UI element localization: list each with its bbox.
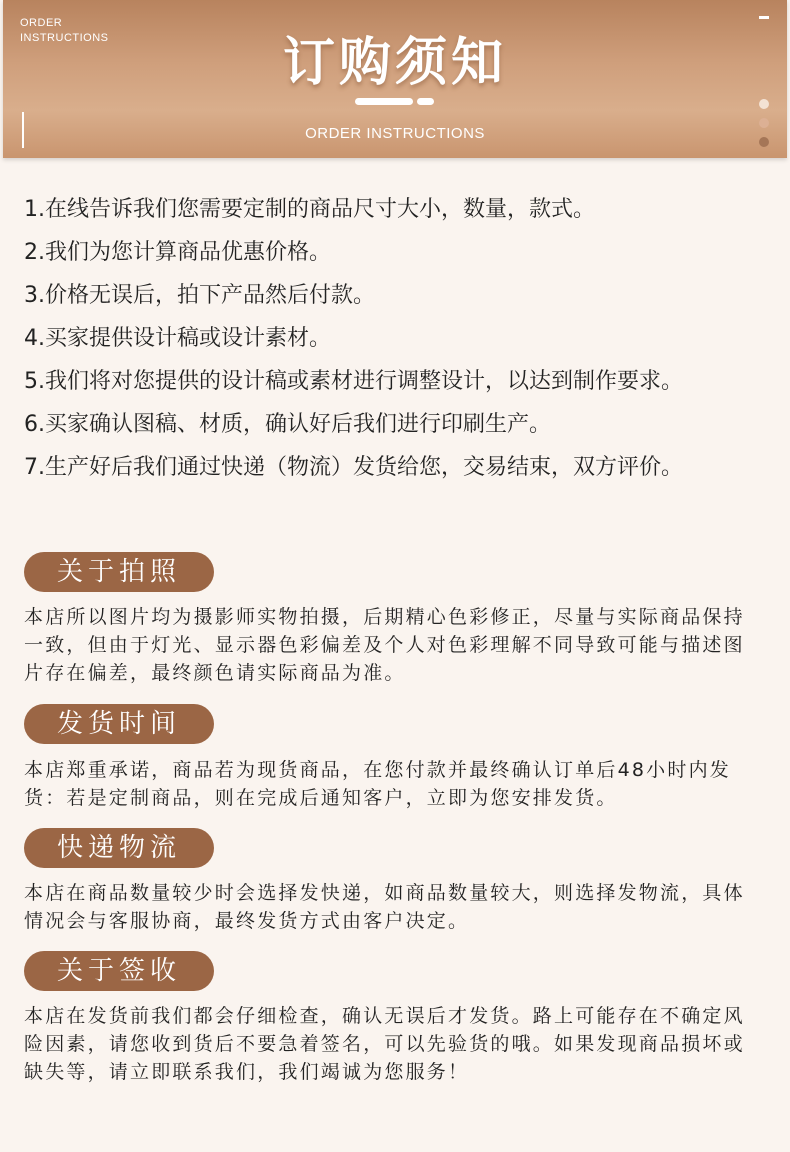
section-text-courier: 本店在商品数量较少时会选择发快递，如商品数量较大，则选择发物流，具体情况会与客服协商，最终发货方式由客户决定。: [24, 882, 745, 932]
section-title-receipt: 关于签收: [24, 951, 214, 991]
section-title-shipping-time: 发货时间: [24, 704, 214, 744]
order-step: 2.我们为您计算商品优惠价格。: [24, 240, 331, 265]
dash-decoration: [759, 16, 769, 19]
order-step: 5.我们将对您提供的设计稿或素材进行调整设计，以达到制作要求。: [24, 369, 683, 394]
section-text-shipping-time: 本店郑重承诺，商品若为现货商品，在您付款并最终确认订单后48小时内发货：若是定制商品，则在完成后通知客户，立即为您安排发货。: [24, 759, 731, 809]
header-banner: [3, 0, 787, 158]
title-underline-long: [355, 98, 413, 105]
order-steps-list: [24, 188, 790, 489]
dot-decoration: [759, 137, 769, 147]
page-subtitle: ORDER INSTRUCTIONS: [305, 125, 485, 142]
dot-decoration: [759, 99, 769, 109]
section-text-photos: 本店所以图片均为摄影师实物拍摄，后期精心色彩修正，尽量与实际商品保持一致，但由于灯光、显示器色彩偏差及个人对色彩理解不同导致可能与描述图片存在偏差，最终颜色请实际商品为准。: [24, 606, 745, 684]
section-title-courier: 快递物流: [24, 828, 214, 868]
corner-label-line1: ORDER: [20, 17, 63, 29]
corner-label-line2: INSTRUCTIONS: [20, 32, 109, 44]
order-step: 1.在线告诉我们您需要定制的商品尺寸大小，数量，款式。: [24, 197, 595, 222]
order-step: 6.买家确认图稿、材质，确认好后我们进行印刷生产。: [24, 412, 551, 437]
section-text-receipt: 本店在发货前我们都会仔细检查，确认无误后才发货。路上可能存在不确定风险因素，请您收到货后不要急着签名，可以先验货的哦。如果发现商品损坏或缺失等，请立即联系我们，我们竭诚为您服务！: [24, 1005, 745, 1083]
order-step: 4.买家提供设计稿或设计素材。: [24, 326, 331, 351]
page-title: 订购须知: [282, 33, 507, 93]
order-step: 7.生产好后我们通过快递（物流）发货给您，交易结束，双方评价。: [24, 455, 683, 480]
section-title-photos: 关于拍照: [24, 552, 214, 592]
title-underline-short: [417, 98, 434, 105]
dot-decoration: [759, 118, 769, 128]
order-step: 3.价格无误后，拍下产品然后付款。: [24, 283, 375, 308]
